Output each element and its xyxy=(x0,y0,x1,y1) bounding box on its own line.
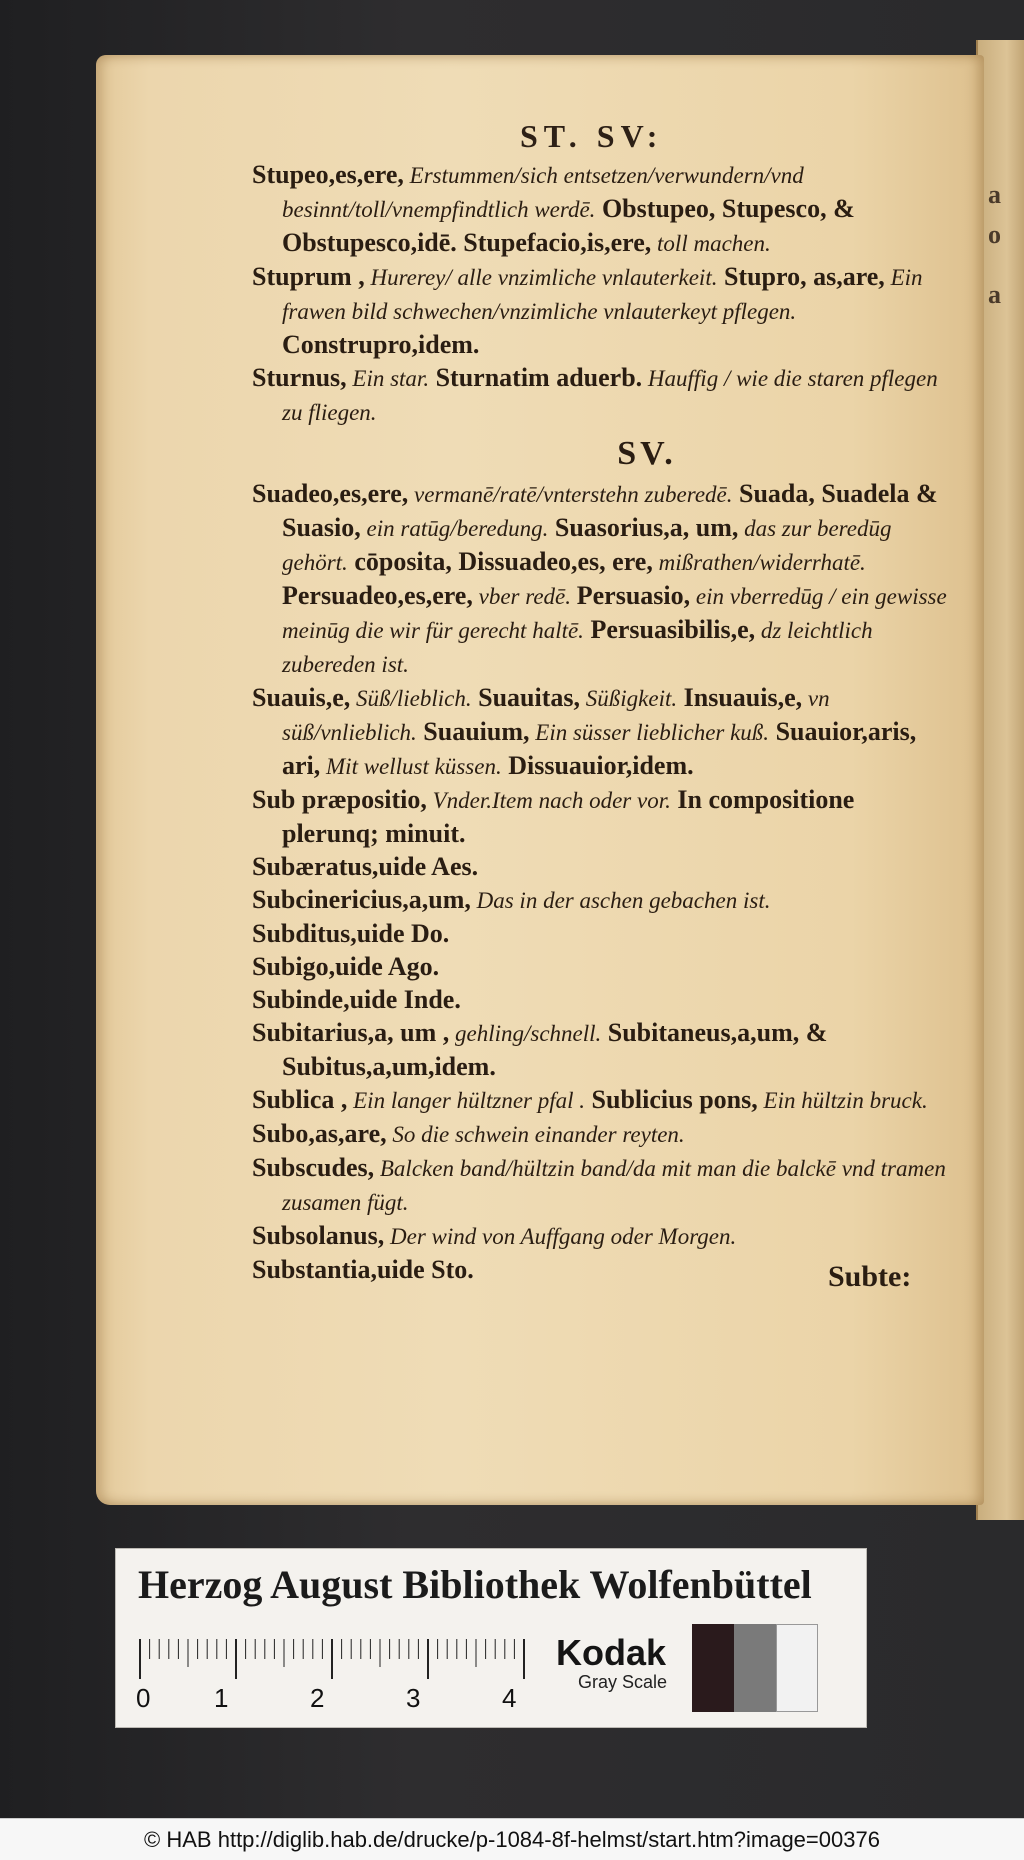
entries-group-sv xyxy=(252,477,952,1286)
dictionary-entry xyxy=(252,477,952,681)
latin-term: Insuauis,e, xyxy=(677,683,803,712)
latin-term: Sublicius pons, xyxy=(585,1085,758,1114)
latin-term: Persuadeo,es,ere, xyxy=(282,581,473,610)
latin-term: Suauior,aris, ari, xyxy=(282,717,917,780)
latin-term: Sub præpositio, xyxy=(252,785,427,814)
dictionary-entry xyxy=(252,783,952,850)
latin-term: Subitarius,a, um , xyxy=(252,1018,450,1047)
copyright-footer: © HAB http://diglib.hab.de/drucke/p-1084-8f-helmst/start.htm?image=00376 xyxy=(0,1818,1024,1860)
latin-term: Subo,as,are, xyxy=(252,1119,387,1148)
latin-term: Subscudes, xyxy=(252,1153,375,1182)
facing-page-fragment: a xyxy=(988,280,1001,309)
latin-term: Construpro,idem. xyxy=(282,330,480,359)
dictionary-entry xyxy=(252,1083,952,1117)
latin-term: In compositione plerunq; minuit. xyxy=(282,785,855,848)
dictionary-entry xyxy=(252,1219,952,1253)
german-gloss: ein ratūg/beredung. xyxy=(360,516,549,541)
latin-term: Stuprum , xyxy=(252,262,365,291)
german-gloss: Mit wellust küssen. xyxy=(320,754,502,779)
kodak-subtitle: Gray Scale xyxy=(578,1672,668,1692)
latin-term: Suauium, xyxy=(416,717,530,746)
latin-term: Subigo,uide Ago. xyxy=(252,952,440,981)
latin-term: Subitaneus,a,um, & Subitus,a,um,idem. xyxy=(282,1018,828,1081)
german-gloss: Ein star. xyxy=(346,366,430,391)
german-gloss: gehling/schnell. xyxy=(449,1021,602,1046)
dictionary-entry xyxy=(252,1016,952,1083)
german-gloss: dz leichtlich zubereden ist. xyxy=(282,618,873,677)
german-gloss: Erstummen/sich entsetzen/verwundern/vnd besinnt/toll/vnempfindtlich werdē. xyxy=(282,163,804,222)
german-gloss: Der wind von Auffgang oder Morgen. xyxy=(384,1224,737,1249)
dictionary-entry xyxy=(252,950,952,983)
german-gloss: Süßigkeit. xyxy=(580,686,678,711)
latin-term: cōposita, Dissuadeo,es, ere, xyxy=(347,547,653,576)
latin-term: Suasorius,a, um, xyxy=(548,513,739,542)
library-title: Herzog August Bibliothek Wolfenbüttel xyxy=(138,1562,812,1607)
dictionary-entry xyxy=(252,158,952,260)
gray-swatch-mid xyxy=(734,1624,776,1712)
german-gloss: das zur beredūg gehört. xyxy=(282,516,892,575)
ruler-label: 1 xyxy=(214,1683,229,1709)
latin-term: Subæratus,uide Aes. xyxy=(252,852,479,881)
dictionary-entry xyxy=(252,850,952,883)
ruler xyxy=(136,1639,536,1709)
facing-page-fragment: o xyxy=(988,220,1001,249)
german-gloss: Balcken band/hültzin band/da mit man die balckē vnd tramen zusamen fügt. xyxy=(282,1156,946,1215)
archive-card xyxy=(115,1548,867,1728)
ruler-label: 4 xyxy=(502,1683,517,1709)
latin-term: Suauitas, xyxy=(471,683,581,712)
entries-group-st xyxy=(252,158,952,429)
running-head: ST. SV: xyxy=(520,118,664,154)
latin-term: Sublica , xyxy=(252,1085,348,1114)
dictionary-entry xyxy=(252,917,952,950)
latin-term: Dissuauior,idem. xyxy=(501,751,694,780)
dictionary-entry xyxy=(252,1117,952,1151)
latin-term: Subcinericius,a,um, xyxy=(252,885,471,914)
ruler-label: 2 xyxy=(310,1683,325,1709)
dictionary-entry xyxy=(252,883,952,917)
latin-term: Stupeo,es,ere, xyxy=(252,160,404,189)
german-gloss: vermanē/ratē/vnterstehn zuberedē. xyxy=(408,482,733,507)
german-gloss: So die schwein einander reyten. xyxy=(386,1122,685,1147)
latin-term: Suauis,e, xyxy=(252,683,351,712)
german-gloss: Hauffig / wie die staren pflegen zu fliegen. xyxy=(282,366,938,425)
german-gloss: toll machen. xyxy=(651,231,771,256)
latin-term: Suadeo,es,ere, xyxy=(252,479,409,508)
german-gloss: Das in der aschen gebachen ist. xyxy=(470,888,771,913)
catchword: Subte: xyxy=(828,1260,912,1293)
latin-term: Stupro, as,are, xyxy=(717,262,885,291)
latin-term: Subsolanus, xyxy=(252,1221,385,1250)
latin-term: Persuasibilis,e, xyxy=(583,615,756,644)
german-gloss: Ein frawen bild schwechen/vnzimliche vnlauterkeyt pflegen. xyxy=(282,265,923,324)
dictionary-entry xyxy=(252,260,952,361)
german-gloss: Hurerey/ alle vnzimliche vnlauterkeit. xyxy=(364,265,718,290)
gray-swatch-light xyxy=(776,1624,818,1712)
dictionary-entry xyxy=(252,361,952,429)
dictionary-entry xyxy=(252,681,952,783)
german-gloss: Ein langer hültzner pfal . xyxy=(347,1088,586,1113)
latin-term: Obstupeo, Stupesco, & Obstupesco,idē. Stupefacio,is,ere, xyxy=(282,194,855,257)
latin-term: Suada, Suadela & Suasio, xyxy=(282,479,938,542)
latin-term: Substantia,uide Sto. xyxy=(252,1255,474,1284)
german-gloss: Vnder.Item nach oder vor. xyxy=(426,788,671,813)
section-heading: SV. xyxy=(617,435,677,472)
dictionary-entries xyxy=(252,158,952,1286)
latin-term: Persuasio, xyxy=(576,581,691,610)
german-gloss: vber redē. xyxy=(472,584,577,609)
latin-term: Subditus,uide Do. xyxy=(252,919,450,948)
ruler-label: 3 xyxy=(406,1683,421,1709)
latin-term: Subinde,uide Inde. xyxy=(252,985,461,1014)
german-gloss: mißrathen/widerrhatē. xyxy=(652,550,866,575)
ruler-label: 0 xyxy=(136,1683,151,1709)
latin-term: Sturnus, xyxy=(252,363,347,392)
german-gloss: ein vberredūg / ein gewisse meinūg die wir für gerecht haltē. xyxy=(282,584,947,643)
german-gloss: Süß/lieblich. xyxy=(350,686,472,711)
german-gloss: Ein süsser lieblicher kuß. xyxy=(529,720,770,745)
german-gloss: vn süß/vnlieblich. xyxy=(282,686,830,745)
dictionary-entry xyxy=(252,983,952,1016)
gray-swatch-dark xyxy=(692,1624,734,1712)
facing-page-fragment: a xyxy=(988,180,1001,209)
kodak-logo: Kodak xyxy=(556,1632,667,1673)
dictionary-entry xyxy=(252,1151,952,1219)
german-gloss: Ein hültzin bruck. xyxy=(757,1088,928,1113)
latin-term: Sturnatim aduerb. xyxy=(429,363,643,392)
